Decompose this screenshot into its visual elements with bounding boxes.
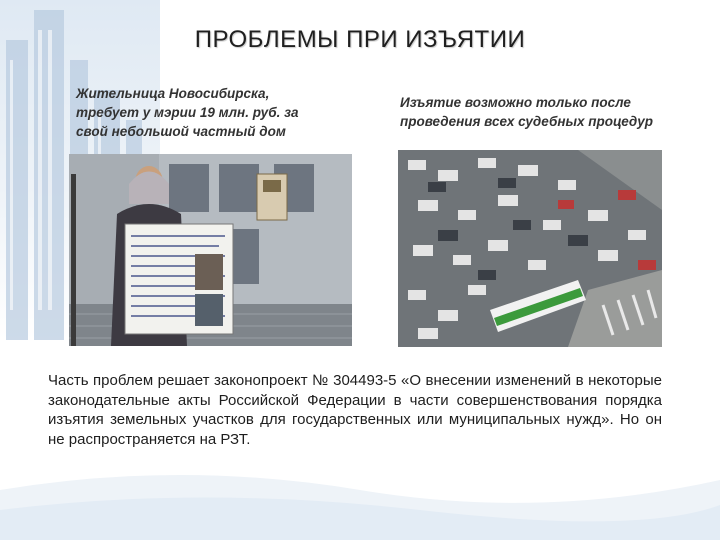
- left-photo-caption: Жительница Новосибирска, требует у мэрии 19 млн. руб. за свой небольшой частный дом: [76, 86, 299, 139]
- slide-title: ПРОБЛЕМЫ ПРИ ИЗЪЯТИИ: [194, 26, 526, 53]
- slide-body-text: Часть проблем решает законопроект № 304493-5 «О внесении изменений в некоторые законодательные акты Российской Федерации в части совершенствования порядка изъятия земельных участков для государственных или муниципальных нужд». Но он не распространяется на РЗТ.: [48, 372, 662, 448]
- right-photo-caption: Изъятие возможно только после проведения всех судебных процедур: [400, 95, 653, 129]
- background-wave-decoration: [0, 450, 720, 540]
- protester-photo: [69, 154, 352, 346]
- traffic-jam-photo: [398, 150, 662, 347]
